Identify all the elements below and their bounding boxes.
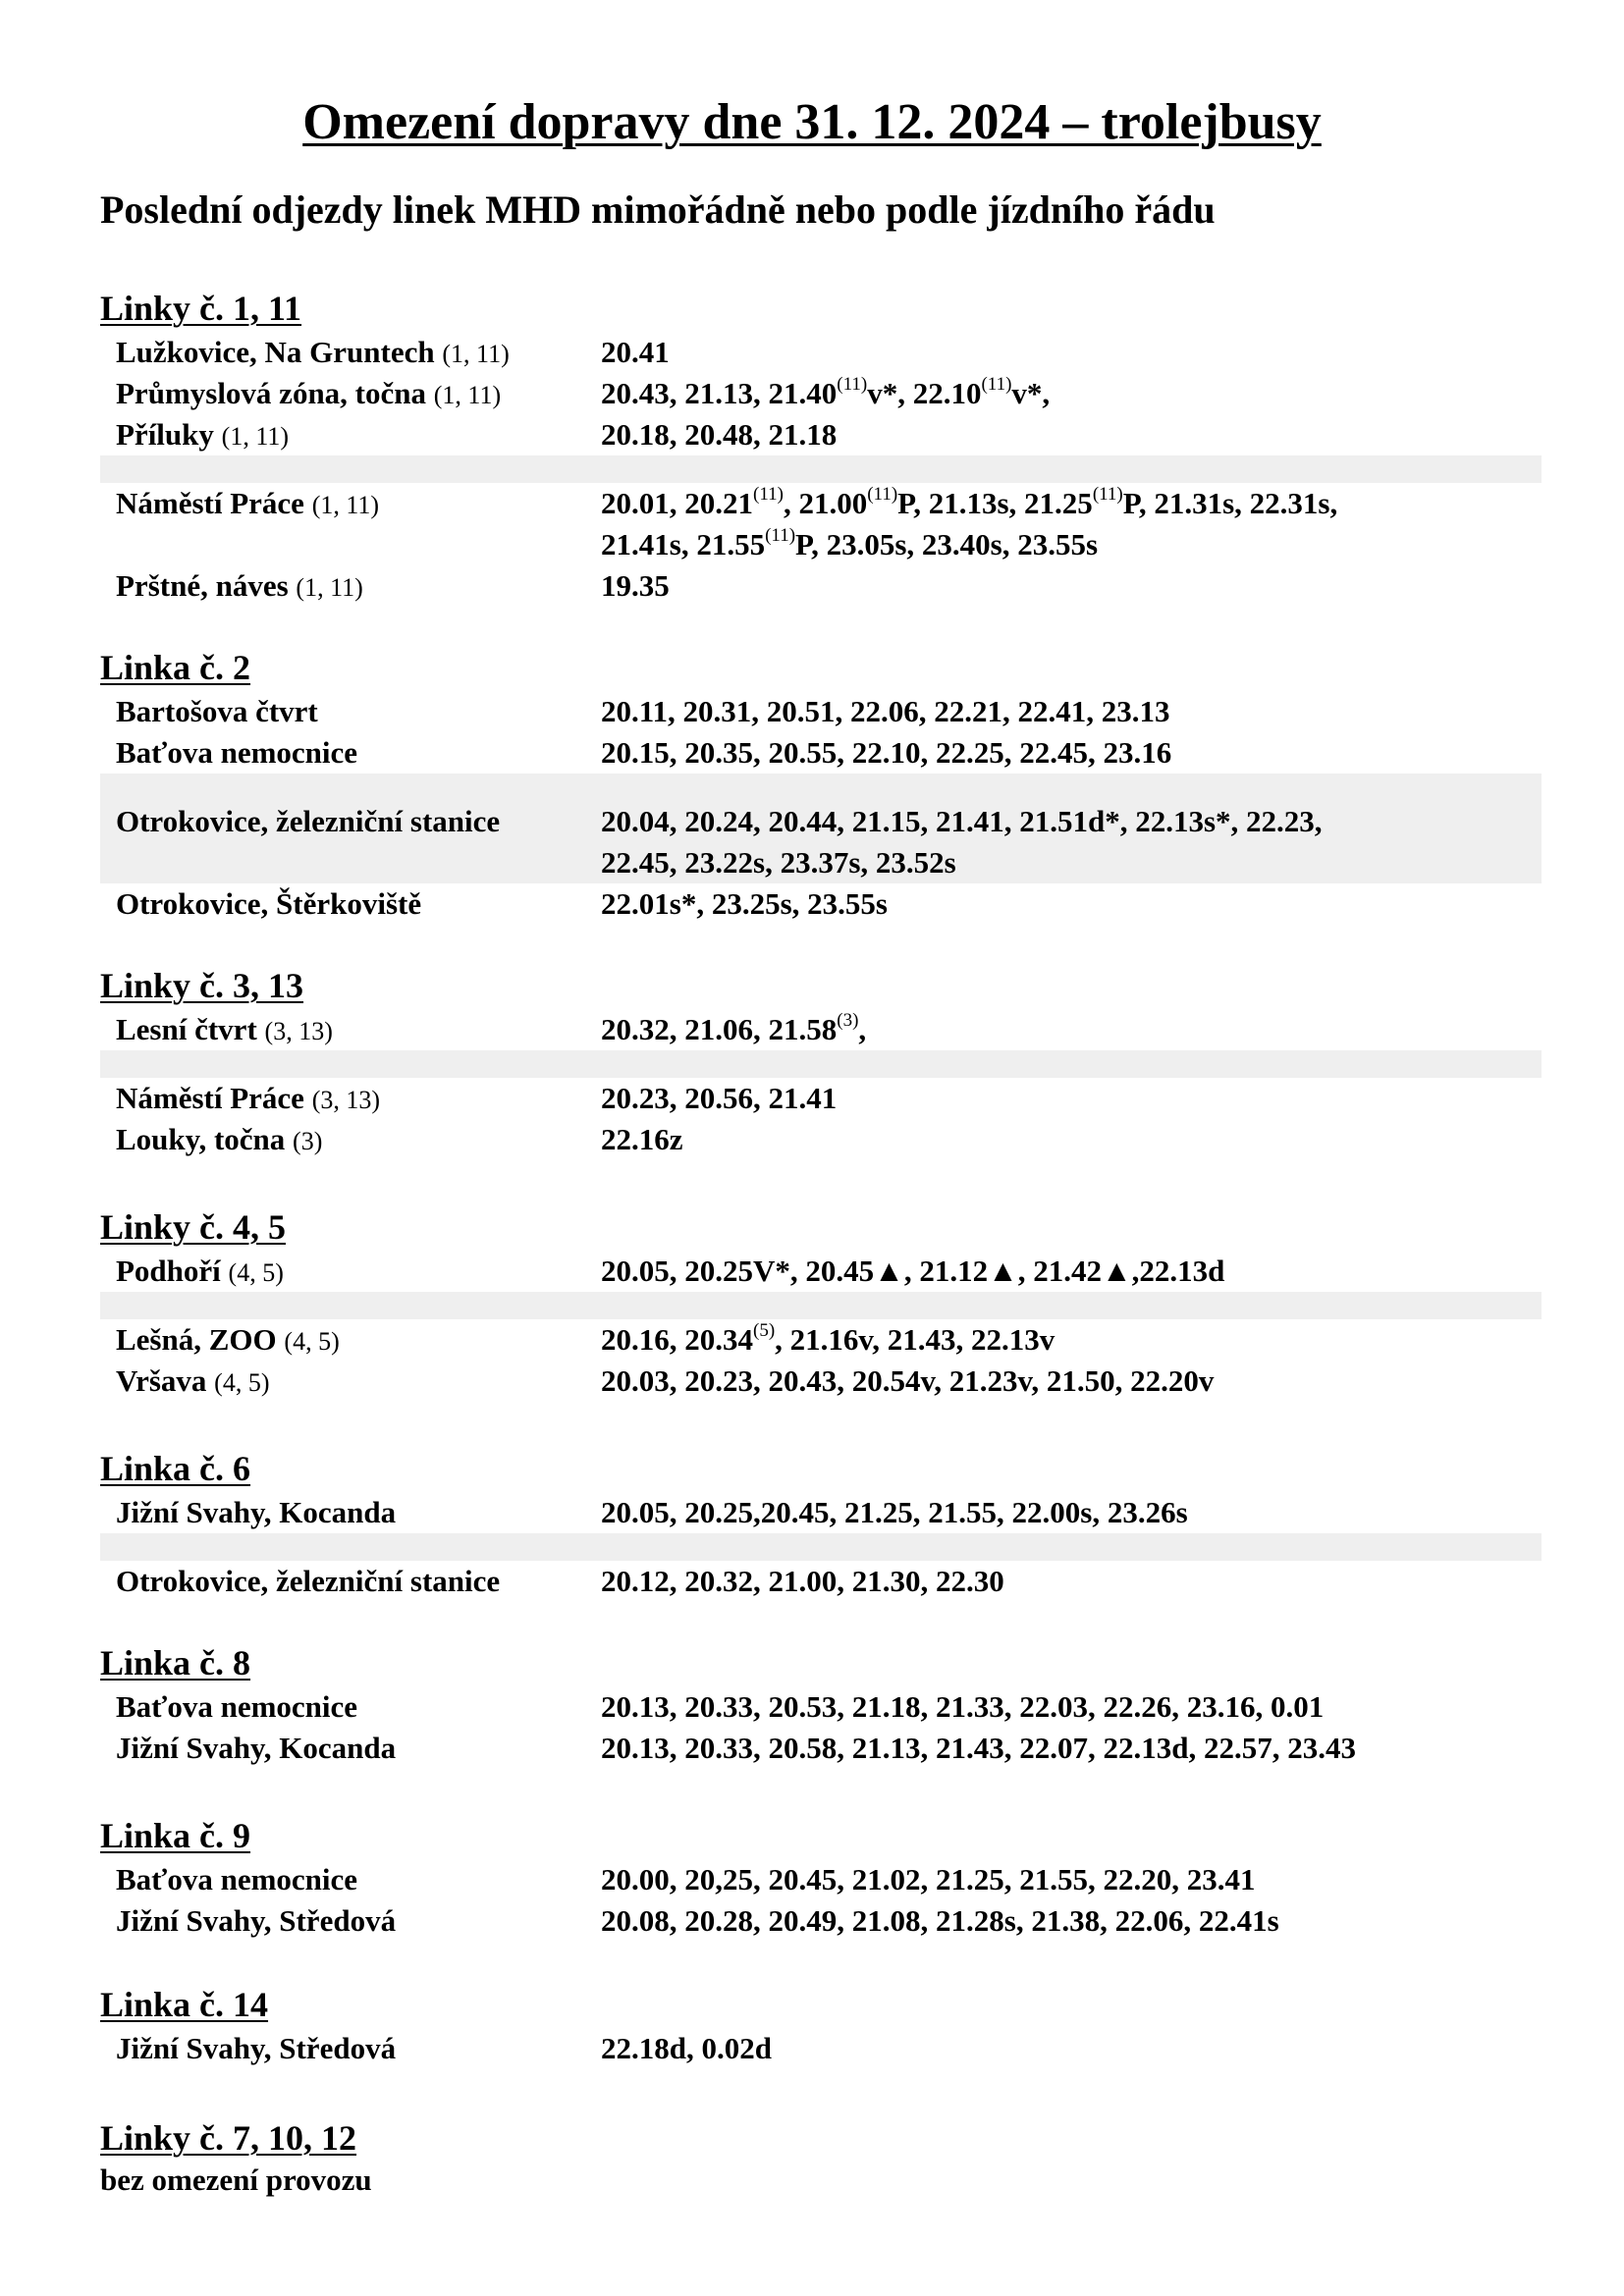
section-title-lines-1-11: Linky č. 1, 11 [100,289,302,328]
departure-times: 20.13, 20.33, 20.58, 21.13, 21.43, 22.07, 22.13d, 22.57, 23.43 [601,1731,1356,1765]
page-subtitle: Poslední odjezdy linek MHD mimořádně nebo podle jízdního řádu [100,187,1216,232]
stop-name: Otrokovice, železniční stanice [116,804,501,838]
stop-name: Baťova nemocnice [116,1862,358,1896]
departure-times: 20.41 [601,335,670,369]
stop-name: Jižní Svahy, Středová [116,2031,397,2065]
stop-lines: (3) [293,1127,323,1155]
stop-name: Náměstí Práce (3, 13) [116,1081,381,1115]
stop-name: Prštné, náves (1, 11) [116,568,363,603]
row-separator [100,1050,1542,1078]
departure-times: 20.15, 20.35, 20.55, 22.10, 22.25, 22.45, 23.16 [601,735,1172,770]
departure-times: 20.05, 20.25,20.45, 21.25, 21.55, 22.00s, 23.26s [601,1495,1188,1529]
stop-name: Jižní Svahy, Kocanda [116,1731,397,1765]
departure-times: 20.08, 20.28, 20.49, 21.08, 21.28s, 21.38, 22.06, 22.41s [601,1903,1279,1938]
departure-times: 22.16z [601,1122,683,1156]
departure-times: 20.13, 20.33, 20.53, 21.18, 21.33, 22.03, 22.26, 23.16, 0.01 [601,1689,1325,1724]
stop-lines: (3, 13) [264,1017,333,1045]
departure-times: 20.03, 20.23, 20.43, 20.54v, 21.23v, 21.50, 22.20v [601,1363,1215,1398]
stop-name: Baťova nemocnice [116,1689,358,1724]
table-row [100,801,1542,883]
section-title-line-14: Linka č. 14 [100,1985,269,2024]
departure-times: 19.35 [601,568,670,603]
stop-name: Lešná, ZOO (4, 5) [116,1322,340,1357]
departure-times: 20.05, 20.25V*, 20.45▲, 21.12▲, 21.42▲,22.13d [601,1254,1225,1288]
section-title-lines-7-10-12: Linky č. 7, 10, 12 [100,2118,357,2158]
departure-times: 20.12, 20.32, 21.00, 21.30, 22.30 [601,1564,1004,1598]
section-title-line-6: Linka č. 6 [100,1449,251,1488]
stop-name: Vršava (4, 5) [116,1363,270,1398]
departure-times: 20.18, 20.48, 21.18 [601,417,838,452]
stop-lines: (1, 11) [433,381,502,409]
departure-times: 20.00, 20,25, 20.45, 21.02, 21.25, 21.55, 22.20, 23.41 [601,1862,1256,1896]
section-title-lines-3-13: Linky č. 3, 13 [100,966,304,1005]
stop-lines: (1, 11) [296,573,363,602]
section-title-line-9: Linka č. 9 [100,1816,251,1855]
stop-name: Jižní Svahy, Kocanda [116,1495,397,1529]
section-title-lines-4-5: Linky č. 4, 5 [100,1207,287,1247]
stop-name: Otrokovice, železniční stanice [116,1564,501,1598]
no-restriction-note: bez omezení provozu [100,2163,372,2197]
departure-times: 22.01s*, 23.25s, 23.55s [601,886,888,921]
stop-lines: (4, 5) [228,1258,284,1287]
stop-name: Náměstí Práce (1, 11) [116,486,380,520]
stop-name: Lesní čtvrt (3, 13) [116,1012,333,1046]
section-title-line-8: Linka č. 8 [100,1643,251,1682]
stop-name: Bartošova čtvrt [116,694,318,728]
stop-lines: (4, 5) [284,1327,340,1356]
departure-times: 20.32, 21.06, 21.58$^{(3)}$, [601,1009,867,1046]
stop-name: Jižní Svahy, Středová [116,1903,397,1938]
stop-lines: (1, 11) [221,422,290,451]
departure-times: 20.16, 20.34$^{(5)}$, 21.16v, 21.43, 22.13v [601,1319,1056,1357]
stop-name: Příluky (1, 11) [116,417,290,452]
stop-name: Podhoří (4, 5) [116,1254,284,1288]
row-separator [100,774,1542,801]
stop-lines: (1, 11) [311,491,380,519]
stop-lines: (4, 5) [214,1368,270,1397]
departure-times: 22.18d, 0.02d [601,2031,772,2065]
departure-times: 20.04, 20.24, 20.44, 21.15, 21.41, 21.51d*, 22.13s*, 22.23, 22.45, 23.22s, 23.37s, 23.52s [601,804,1323,880]
departure-times: 20.11, 20.31, 20.51, 22.06, 22.21, 22.41, 23.13 [601,694,1170,728]
row-separator [100,1292,1542,1319]
section-title-line-2: Linka č. 2 [100,648,251,687]
stop-name: Průmyslová zóna, točna (1, 11) [116,376,502,410]
row-separator [100,455,1542,483]
table-row [100,483,1542,565]
stop-name: Louky, točna (3) [116,1122,323,1156]
departure-times: 20.01, 20.21$^{(11)}$, 21.00$^{(11)}$P, 21.13s, 21.25$^{(11)}$P, 21.31s, 22.31s, 21.41s, 21.55$^{(11)}$P, 23.05s, 23.40s, 23.55s [601,483,1338,561]
stop-name: Lužkovice, Na Gruntech (1, 11) [116,335,510,369]
stop-name: Baťova nemocnice [116,735,358,770]
stop-lines: (1, 11) [442,340,510,368]
stop-name: Otrokovice, Štěrkoviště [116,886,422,921]
departure-times: 20.43, 21.13, 21.40$^{(11)}$v*, 22.10$^{(11)}$v*, [601,373,1051,410]
stop-lines: (3, 13) [311,1086,381,1114]
departure-times: 20.23, 20.56, 21.41 [601,1081,838,1115]
page-title: Omezení dopravy dne 31. 12. 2024 – trolejbusy [302,94,1322,150]
row-separator [100,1533,1542,1561]
